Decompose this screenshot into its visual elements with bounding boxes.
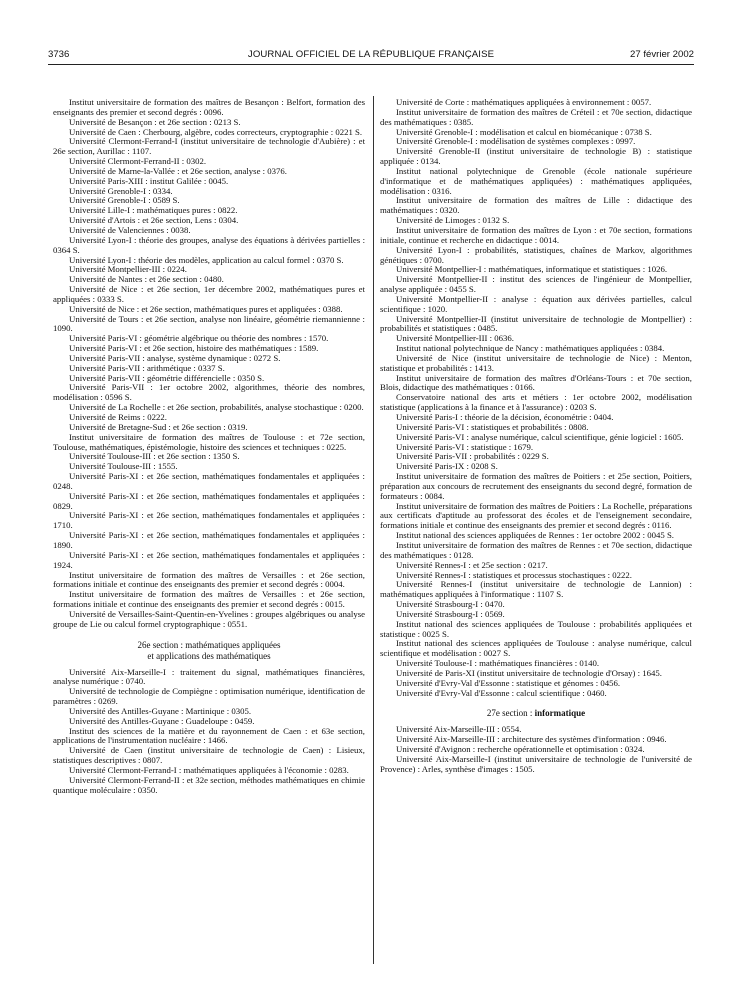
list-item: Université Paris-VII : 1er octobre 2002, algorithmes, théorie des nombres, modélisation : 0596 S. bbox=[53, 382, 365, 403]
list-item: Université Rennes-I : statistiques et processus stochastiques : 0222. bbox=[396, 569, 632, 580]
page-number: 3736 bbox=[48, 49, 70, 60]
list-item: Université Strasbourg-I : 0470. bbox=[396, 599, 505, 610]
list-item: Université de Nice : et 26e section, 1er décembre 2002, mathématiques pures et appliquées : 0333 S. bbox=[53, 284, 365, 304]
list-item: Université Paris-I : théorie de la décision, économétrie : 0404. bbox=[396, 412, 614, 422]
section-26-entries bbox=[53, 668, 365, 796]
header-rule bbox=[48, 64, 694, 65]
list-item: Université Paris-XI : et 26e section, mathématiques fondamentales et appliquées : 0829. bbox=[53, 490, 365, 511]
list-item: Université Lille-I : mathématiques pures : 0822. bbox=[69, 205, 238, 216]
list-item: Université de La Rochelle : et 26e section, probabilités, analyse stochastique : 0200. bbox=[69, 402, 364, 413]
list-item: Université Toulouse-III : 1555. bbox=[69, 461, 178, 472]
list-item: Université de Nice (institut universitaire de technologie de Nice) : Menton, statistique et probabilités : 1413. bbox=[380, 352, 692, 373]
left-column-entries bbox=[53, 98, 365, 630]
list-item: Université Rennes-I (institut universitaire de technologie de Lannion) : mathématiques appliquées à l'informatique : 1107 S. bbox=[380, 579, 692, 600]
list-item: Université Lyon-I : théorie des groupes, analyse des équations à dérivées partielles : 0364 S. bbox=[53, 234, 365, 255]
list-item: Université Grenoble-I : modélisation et calcul en biomécanique : 0738 S. bbox=[396, 126, 652, 137]
list-item: Université Montpellier-II : institut des sciences de l'ingénieur de Montpellier, analyse appliquée : 0455 S. bbox=[380, 274, 692, 295]
list-item: Université de Besançon : et 26e section : 0213 S. bbox=[69, 116, 241, 127]
section-26-title-line2: et applications des mathématiques bbox=[147, 650, 271, 661]
list-item: Université Montpellier-II (institut universitaire de technologie de Montpellier) : probabilités et statistiques : 0485. bbox=[380, 313, 692, 334]
list-item: Institut national des sciences appliquées de Toulouse : probabilités appliquées et statistique : 0025 S. bbox=[380, 618, 692, 639]
list-item: Université Paris-VI : géométrie algébrique ou théorie des nombres : 1570. bbox=[69, 333, 329, 344]
list-item: Université de Tours : et 26e section, analyse non linéaire, géométrie riemannienne : 1090. bbox=[53, 313, 365, 334]
list-item: Université Grenoble-I : 0334. bbox=[69, 185, 173, 196]
list-item: Université Paris-XIII : institut Galilée : 0045. bbox=[69, 175, 229, 186]
list-item: Université Paris-VII : géométrie différencielle : 0350 S. bbox=[69, 372, 265, 383]
list-item: Université Paris-VI : statistiques et probabilités : 0808. bbox=[396, 421, 589, 432]
list-item: Université Aix-Marseille-III : 0554. bbox=[396, 724, 522, 735]
list-item: Université de Limoges : 0132 S. bbox=[396, 215, 510, 226]
list-item: Université d'Evry-Val d'Essonne : statistique et génomes : 0456. bbox=[396, 677, 621, 688]
list-item: Institut universitaire de formation des maîtres de Toulouse : et 72e section, Toulouse, mathématiques, épistémologie, histoire des sciences et techniques : 0225. bbox=[53, 431, 365, 452]
list-item: Institut universitaire de formation des maîtres de Poitiers : La Rochelle, préparations aux certificats d'aptitude au professorat des écoles et de l'enseignement secondaire, formations initiale et continue des enseignants des premier et second degrés : 0116. bbox=[380, 500, 692, 531]
section-27-heading bbox=[380, 708, 692, 719]
list-item: Université d'Artois : et 26e section, Lens : 0304. bbox=[69, 215, 239, 226]
section-26-heading bbox=[53, 640, 365, 662]
list-item: Université de Caen : Cherbourg, algèbre, codes correcteurs, cryptographie : 0221 S. bbox=[69, 126, 363, 137]
list-item: Université Clermont-Ferrand-II : 0302. bbox=[69, 156, 207, 167]
list-item: Université de technologie de Compiègne : optimisation numérique, identification de paramètres : 0269. bbox=[53, 686, 365, 707]
list-item: Université Strasbourg-I : 0569. bbox=[396, 608, 505, 619]
list-item: Conservatoire national des arts et métiers : 1er octobre 2002, modélisation statistique (applications à la finance et à l'assurance) : 0203 S. bbox=[380, 392, 692, 413]
list-item: Institut des sciences de la matière et du rayonnement de Caen : et 63e section, applications de l'instrumentation nucléaire : 1466. bbox=[53, 725, 365, 746]
journal-title: JOURNAL OFFICIEL DE LA RÉPUBLIQUE FRANÇAISE bbox=[247, 49, 495, 60]
list-item: Université Montpellier-I : mathématiques, informatique et statistiques : 1026. bbox=[396, 264, 668, 275]
right-column-entries bbox=[380, 98, 692, 698]
list-item: Université Paris-VI : analyse numérique, calcul scientifique, génie logiciel : 1605. bbox=[396, 431, 684, 442]
list-item: Institut universitaire de formation des maîtres de Versailles : et 26e section, formations initiale et continue des enseignants des premier et second degrés : 0004. bbox=[53, 569, 365, 590]
list-item: Université Montpellier-II : analyse : équation aux dérivées partielles, calcul scientifique : 1020. bbox=[380, 293, 692, 314]
list-item: Université de Bretagne-Sud : et 26e section : 0319. bbox=[69, 421, 248, 432]
list-item: Université Clermont-Ferrand-I (institut universitaire de technologie d'Aubière) : et 26e section, Aurillac : 1107. bbox=[53, 136, 365, 157]
list-item: Université Grenoble-II (institut universitaire de technologie B) : statistique appliquée : 0134. bbox=[380, 146, 692, 167]
list-item: Université Rennes-I : et 25e section : 0217. bbox=[396, 559, 548, 570]
left-column bbox=[53, 98, 365, 796]
list-item: Institut universitaire de formation des maîtres d'Orléans-Tours : et 70e section, Blois, didactique des mathématiques : 0166. bbox=[380, 372, 692, 393]
list-item: Institut national des sciences appliquées de Rennes : 1er octobre 2002 : 0045 S. bbox=[396, 530, 674, 541]
list-item: Université Paris-VII : arithmétique : 0337 S. bbox=[69, 362, 225, 373]
list-item: Université Aix-Marseille-III : architecture des systèmes d'information : 0946. bbox=[396, 734, 667, 745]
list-item: Institut universitaire de formation des maîtres de Lille : didactique des mathématiques : 0320. bbox=[380, 195, 692, 216]
list-item: Institut national polytechnique de Nancy : mathématiques appliquées : 0384. bbox=[396, 343, 665, 354]
list-item: Université de Nantes : et 26e section : 0480. bbox=[69, 274, 224, 285]
list-item: Université Grenoble-I : 0589 S. bbox=[69, 195, 180, 206]
list-item: Université de Valenciennes : 0038. bbox=[69, 224, 191, 235]
list-item: Université des Antilles-Guyane : Guadeloupe : 0459. bbox=[69, 715, 255, 726]
list-item: Institut universitaire de formation des maîtres de Poitiers : et 25e section, Poitiers, préparation aux concours de recrutement des enseignants du second degré, formation de formateurs : 0084. bbox=[380, 471, 692, 501]
issue-date: 27 février 2002 bbox=[630, 49, 694, 60]
list-item: Université de Paris-XI (institut universitaire de technologie d'Orsay) : 1645. bbox=[396, 667, 662, 678]
list-item: Institut universitaire de formation des maîtres de Besançon : Belfort, formation des enseignants des premier et second degrés : 0096. bbox=[53, 97, 365, 117]
list-item: Université Paris-XI : et 26e section, mathématiques fondamentales et appliquées : 1890. bbox=[53, 530, 365, 550]
list-item: Université de Marne-la-Vallée : et 26e section, analyse : 0376. bbox=[69, 165, 287, 176]
list-item: Université Clermont-Ferrand-I : mathématiques appliquées à l'économie : 0283. bbox=[69, 765, 349, 775]
list-item: Université Paris-XI : et 26e section, mathématiques fondamentales et appliquées : 1710. bbox=[53, 510, 365, 531]
list-item: Université d'Evry-Val d'Essonne : calcul scientifique : 0460. bbox=[396, 687, 607, 698]
list-item: Université Montpellier-III : 0636. bbox=[396, 333, 514, 344]
list-item: Université Paris-IX : 0208 S. bbox=[396, 461, 498, 472]
list-item: Université de Nice : et 26e section, mathématiques pures et appliquées : 0388. bbox=[69, 303, 343, 314]
list-item: Institut universitaire de formation des maîtres de Lyon : et 70e section, formations initiale, continue et recherche en didactique : 0014. bbox=[380, 224, 692, 245]
list-item: Université Clermont-Ferrand-II : et 32e section, méthodes mathématiques en chimie quantique moléculaire : 0350. bbox=[53, 774, 365, 795]
section-27-entries bbox=[380, 725, 692, 774]
list-item: Université Lyon-I : probabilités, statistiques, chaînes de Markov, algorithmes génétiques : 0700. bbox=[380, 244, 692, 265]
section-27-name: informatique bbox=[534, 708, 586, 719]
list-item: Institut universitaire de formation des maîtres de Versailles : et 26e section, formations initiale et continue des enseignants des premier et second degrés : 0015. bbox=[53, 589, 365, 610]
section-26-title-line1: 26e section : mathématiques appliquées bbox=[137, 639, 281, 650]
column-divider bbox=[373, 96, 374, 964]
list-item: Université Paris-VII : analyse, système dynamique : 0272 S. bbox=[69, 352, 281, 363]
list-item: Institut universitaire de formation des maîtres de Rennes : et 70e section, didactique des mathématiques : 0128. bbox=[380, 539, 692, 560]
list-item: Institut universitaire de formation des maîtres de Créteil : et 70e section, didactique des mathématiques : 0385. bbox=[380, 106, 692, 127]
section-27-prefix: 27e section : bbox=[486, 708, 535, 719]
list-item: Université de Versailles-Saint-Quentin-en-Yvelines : groupes algébriques ou analyse groupe de Lie ou calcul formel cryptographique : 0551. bbox=[53, 608, 365, 629]
list-item: Institut national polytechnique de Grenoble (école nationale supérieure d'informatique et de mathématiques appliquées) : mathématiques appliquées, modélisation : 0316. bbox=[380, 165, 692, 196]
list-item: Université Toulouse-III : et 26e section : 1350 S. bbox=[69, 451, 240, 462]
list-item: Université Montpellier-III : 0224. bbox=[69, 264, 187, 275]
list-item: Université de Caen (institut universitaire de technologie de Caen) : Lisieux, statistiques descriptives : 0807. bbox=[53, 745, 365, 766]
list-item: Université d'Avignon : recherche opérationnelle et optimisation : 0324. bbox=[396, 744, 645, 755]
list-item: Université Paris-XI : et 26e section, mathématiques fondamentales et appliquées : 1924. bbox=[53, 549, 365, 570]
list-item: Université Aix-Marseille-I (institut universitaire de technologie de l'université de Provence) : Arles, synthèse d'images : 1505. bbox=[380, 754, 692, 774]
list-item: Université Toulouse-I : mathématiques financières : 0140. bbox=[396, 658, 600, 669]
list-item: Université Lyon-I : théorie des modèles, application au calcul formel : 0370 S. bbox=[69, 254, 344, 265]
list-item: Université des Antilles-Guyane : Martinique : 0305. bbox=[69, 705, 252, 716]
list-item: Université Paris-VI : et 26e section, histoire des mathématiques : 1589. bbox=[69, 343, 319, 354]
right-column bbox=[380, 98, 692, 775]
list-item: Université Paris-XI : et 26e section, mathématiques fondamentales et appliquées : 0248. bbox=[53, 471, 365, 491]
list-item: Université de Reims : 0222. bbox=[69, 412, 167, 422]
list-item: Institut national des sciences appliquées de Toulouse : analyse numérique, calcul scientifique et modélisation : 0027 S. bbox=[380, 638, 692, 659]
list-item: Université Paris-VII : probabilités : 0229 S. bbox=[396, 451, 549, 462]
list-item: Université Grenoble-I : modélisation de systèmes complexes : 0997. bbox=[396, 136, 636, 147]
page-header bbox=[48, 49, 694, 63]
list-item: Université de Corte : mathématiques appliquées à environnement : 0057. bbox=[396, 97, 652, 107]
list-item: Université Paris-VI : statistique : 1679. bbox=[396, 441, 534, 452]
list-item: Université Aix-Marseille-I : traitement du signal, mathématiques financières, analyse numérique : 0740. bbox=[53, 666, 365, 687]
